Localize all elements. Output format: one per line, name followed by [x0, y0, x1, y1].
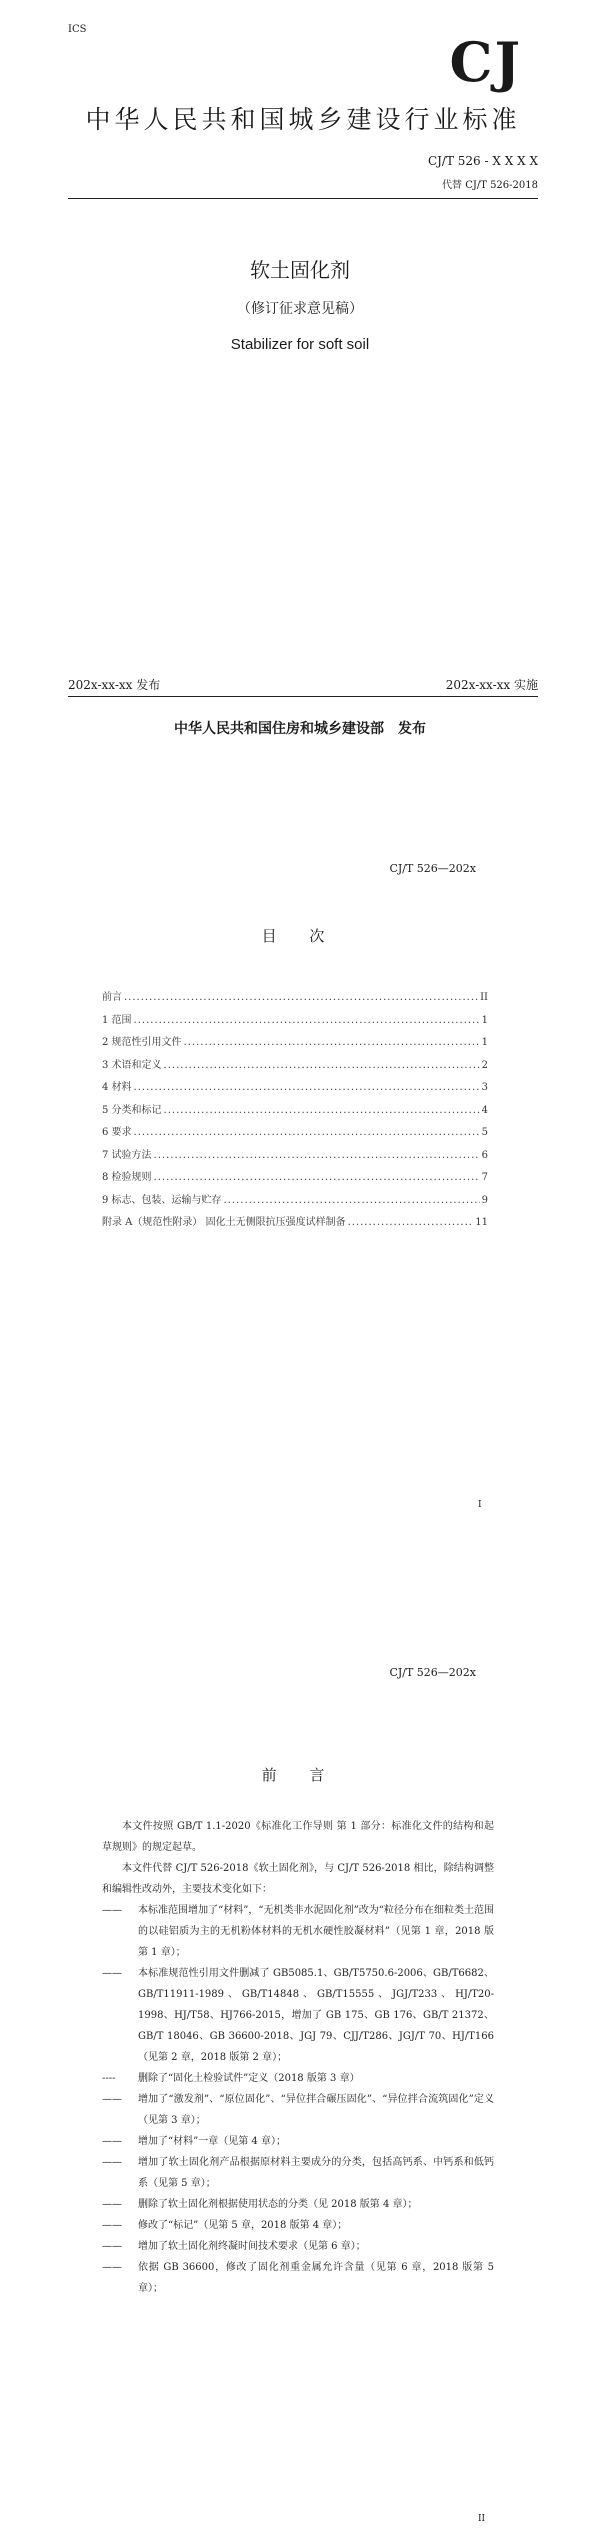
ics-label: ICS [68, 24, 87, 35]
change-item-text: 修改了“标记”（见第 5 章，2018 版第 4 章）； [138, 2220, 348, 2231]
toc-entry-page: 1 [481, 1014, 488, 1026]
toc-leader-dots [184, 1032, 480, 1055]
page-number: II [478, 2514, 486, 2524]
standard-number: CJ/T 526 - X X X X [427, 154, 538, 168]
toc-entry-title: 4 材料 [102, 1082, 132, 1093]
issue-date: 202x-xx-xx 发布 [68, 678, 161, 692]
list-dash: —— [102, 2262, 122, 2273]
list-dash: —— [102, 2241, 122, 2252]
document-status: （修订征求意见稿） [237, 301, 363, 317]
foreword-paragraph: 本文件按照 GB/T 1.1-2020《标准化工作导则 第 1 部分：标准化文件的结构和起草规则》的规定起草。 [102, 1821, 494, 1853]
toc-entry-page: 4 [481, 1104, 488, 1116]
page-number: I [478, 1500, 482, 1510]
toc-entry[interactable] [102, 1055, 488, 1078]
toc-entry-page: 3 [481, 1082, 488, 1093]
toc-entry[interactable] [102, 1122, 488, 1145]
toc-entry-page: 1 [481, 1037, 488, 1048]
change-item-text: 增加了“材料”一章（见第 4 章）； [138, 2136, 286, 2147]
toc-entry[interactable] [102, 1167, 488, 1190]
foreword-header-code: CJ/T 526—202x [389, 1666, 476, 1679]
foreword-title: 前 言 [261, 1766, 339, 1784]
toc-entry-page: 5 [481, 1127, 488, 1138]
toc-entry-title: 前言 [102, 992, 122, 1003]
standard-title: 中华人民共和国城乡建设行业标准 [85, 105, 521, 134]
toc-entry[interactable] [102, 1190, 488, 1213]
change-item-text: 增加了软土固化剂终凝时间技术要求（见第 6 章）； [138, 2241, 366, 2252]
toc-entry-title: 7 试验方法 [102, 1149, 152, 1161]
toc-entry-title: 8 检验规则 [102, 1172, 152, 1183]
implementation-date: 202x-xx-xx 实施 [445, 678, 538, 692]
change-item-text: 本标准范围增加了“材料”，“无机类非水泥固化剂”改为“粒径分布在细粒类土范围的以硅铝质为主的无机粉体材料的无机水硬性胶凝材料”（见第 1 章，2018 版第 1 章）； [138, 1905, 494, 1958]
list-dash: —— [102, 2094, 122, 2105]
toc-entry-page: 9 [481, 1194, 488, 1206]
toc-entry[interactable] [102, 1077, 488, 1100]
toc-entry[interactable] [102, 1100, 488, 1123]
toc-title: 目 次 [261, 927, 339, 945]
change-item-text: 删除了软土固化剂根据使用状态的分类（见 2018 版第 4 章）； [138, 2199, 418, 2210]
toc-entry-title: 附录 A（规范性附录） 固化土无侧限抗压强度试样制备 [102, 1217, 346, 1228]
toc-entry-title: 2 规范性引用文件 [102, 1037, 182, 1048]
toc-leader-dots [164, 1100, 480, 1123]
change-item-text: 依据 GB 36600，修改了固化剂重金属允许含量（见第 6 章，2018 版第 5 章）； [138, 2262, 494, 2294]
change-list [102, 1900, 494, 2299]
toc-entry-page: 11 [475, 1217, 488, 1228]
toc-leader-dots [224, 1190, 480, 1213]
foreword-body [102, 1816, 494, 2299]
change-item [102, 2215, 494, 2236]
toc-entry-page: 7 [481, 1172, 488, 1183]
toc-leader-dots [134, 1077, 480, 1100]
toc-entry-page: 6 [481, 1149, 488, 1161]
change-item [102, 2194, 494, 2215]
change-item [102, 2152, 494, 2194]
toc-entry-page: II [480, 992, 488, 1003]
list-dash: —— [102, 2199, 122, 2210]
toc-entry-title: 5 分类和标记 [102, 1104, 162, 1116]
top-divider [68, 198, 538, 199]
toc-entry[interactable] [102, 1032, 488, 1055]
list-dash: ---- [102, 2073, 116, 2084]
list-dash: —— [102, 2136, 122, 2147]
replaces-note: 代替 CJ/T 526-2018 [442, 180, 538, 191]
toc-entry-title: 6 要求 [102, 1127, 132, 1138]
toc-leader-dots [134, 1122, 480, 1145]
cj-logo: CJ [449, 30, 522, 94]
change-item-text: 本标准规范性引用文件删减了 GB5085.1、GB/T5750.6-2006、GB/T6682、GB/T11911-1989、GB/T14848、GB/T15555、JGJ/T233、HJ/T20-1998、HJ/T58、HJ766-2015，增加了 GB 175、GB 176、GB/T 21372、GB/T 18046、GB 36600-2018、JGJ 79、CJJ/T286、JGJ/T 70、HJ/T166（见第 2 章，2018 版第 2 章）； [138, 1968, 494, 2063]
toc-leader-dots [134, 1010, 480, 1033]
toc-entry-title: 3 术语和定义 [102, 1059, 162, 1071]
toc-entry[interactable] [102, 1212, 488, 1235]
foreword-paragraph: 本文件代替 CJ/T 526-2018《软土固化剂》，与 CJ/T 526-2018 相比，除结构调整和编辑性改动外，主要技术变化如下： [102, 1863, 494, 1895]
toc-entry[interactable] [102, 1145, 488, 1168]
change-item [102, 1900, 494, 1963]
change-item-text: 增加了软土固化剂产品根据原材料主要成分的分类，包括高钙系、中钙系和低钙系（见第 5 章）； [138, 2157, 494, 2189]
document-title-cn: 软土固化剂 [250, 258, 350, 282]
toc-leader-dots [164, 1055, 480, 1078]
list-dash: —— [102, 1968, 122, 1979]
change-item [102, 2257, 494, 2299]
bottom-divider [68, 696, 538, 697]
toc-entry[interactable] [102, 1010, 488, 1033]
toc-leader-dots [124, 987, 478, 1010]
change-item [102, 2131, 494, 2152]
change-item-text: 增加了“激发剂”、“原位固化”、“异位拌合碾压固化”、“异位拌合流筑固化”定义（见第 3 章）； [138, 2094, 494, 2126]
toc-header-code: CJ/T 526—202x [389, 862, 476, 875]
change-item [102, 2089, 494, 2131]
toc-entry-title: 9 标志、包装、运输与贮存 [102, 1194, 222, 1206]
change-item [102, 2236, 494, 2257]
toc-leader-dots [154, 1145, 480, 1168]
change-item-text: 删除了“固化土检验试件”定义（2018 版第 3 章） [138, 2073, 360, 2084]
toc-leader-dots [154, 1167, 480, 1190]
toc-entry-title: 1 范围 [102, 1014, 132, 1026]
toc-entry[interactable] [102, 987, 488, 1010]
document-title-en: Stabilizer for soft soil [230, 336, 370, 353]
toc-entry-page: 2 [481, 1059, 488, 1071]
list-dash: —— [102, 2157, 122, 2168]
cover-page [0, 0, 600, 760]
toc-leader-dots [348, 1212, 474, 1235]
publisher: 中华人民共和国住房和城乡建设部 发布 [174, 721, 426, 737]
change-item [102, 1963, 494, 2068]
change-item [102, 2068, 494, 2089]
toc-list [102, 987, 488, 1235]
list-dash: —— [102, 1905, 122, 1916]
list-dash: —— [102, 2220, 122, 2231]
